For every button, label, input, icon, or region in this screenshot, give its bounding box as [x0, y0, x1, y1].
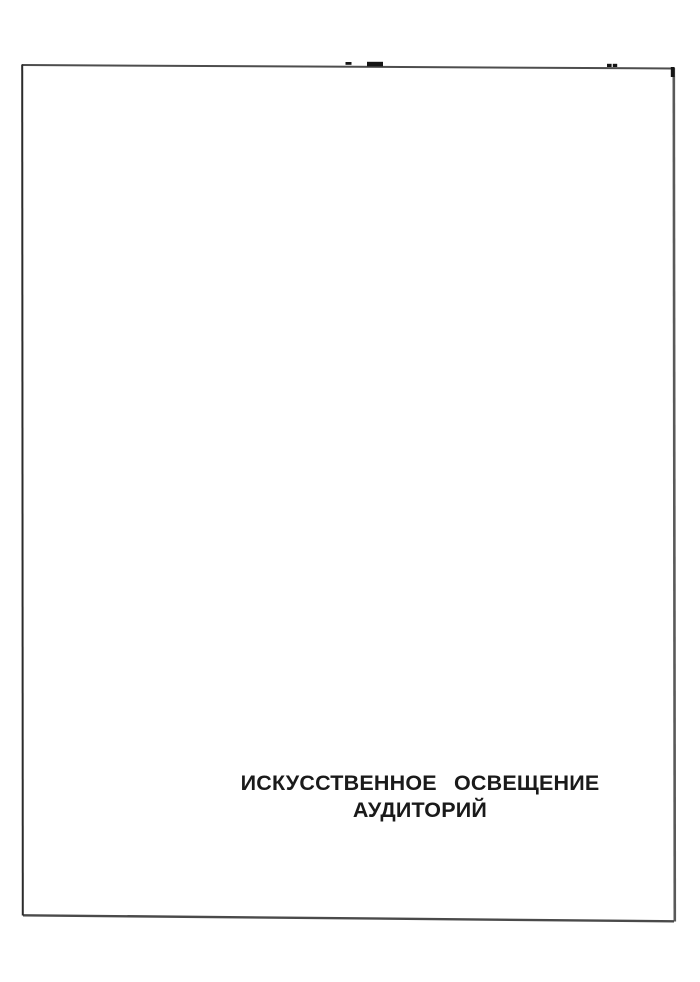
frame-bottom-edge [23, 915, 674, 921]
frame-left-edge [22, 65, 23, 916]
frame-top-edge [22, 65, 673, 69]
book-title [241, 770, 600, 823]
ink-speck [607, 64, 612, 67]
book-title-line-2: АУДИТОРИЙ [352, 797, 488, 822]
ink-speck [367, 62, 383, 67]
corner-ink-stub [671, 67, 675, 77]
ink-speck [346, 62, 352, 65]
ink-speck [613, 64, 617, 67]
book-title-line-1: ИСКУССТВЕННОЕ ОСВЕЩЕНИЕ [240, 771, 600, 795]
frame-right-edge [674, 68, 675, 922]
